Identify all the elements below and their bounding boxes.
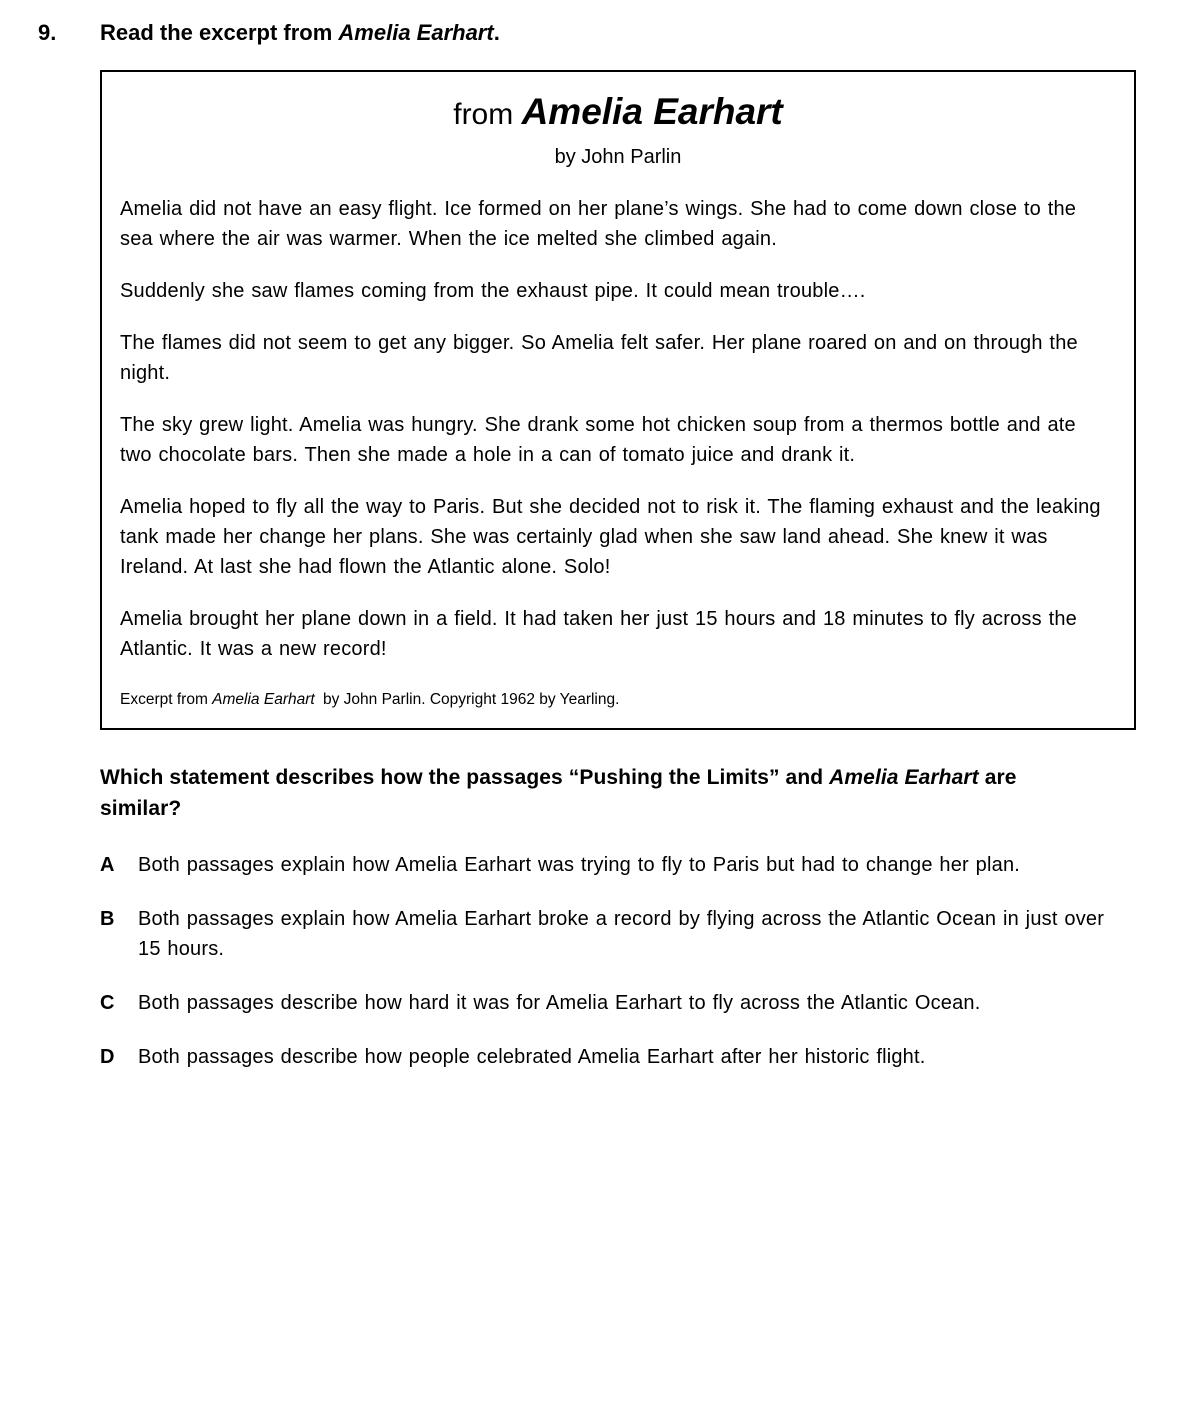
citation-prefix: Excerpt from xyxy=(120,691,213,708)
option-b-letter: B xyxy=(100,908,115,930)
excerpt-paragraph: The flames did not seem to get any bigger. So Amelia felt safer. Her plane roared on and on through the night. xyxy=(120,332,1078,384)
excerpt-title-prefix: from xyxy=(453,98,522,131)
stem-prefix: Which statement describes how the passages “Pushing the Limits” and xyxy=(100,766,830,789)
option-d-letter: D xyxy=(100,1046,115,1068)
citation-suffix: by John Parlin. Copyright 1962 by Yearling. xyxy=(318,691,620,708)
answer-options xyxy=(100,850,1196,1072)
citation-title: Amelia Earhart xyxy=(212,691,315,708)
excerpt-paragraph: The sky grew light. Amelia was hungry. She drank some hot chicken soup from a thermos bottle and ate two chocolate bars. Then she made a hole in a can of tomato juice and drank it. xyxy=(120,414,1076,466)
instruction-title: Amelia Earhart xyxy=(338,20,494,45)
option-c-text: Both passages describe how hard it was for Amelia Earhart to fly across the Atlantic Ocean. xyxy=(138,992,981,1014)
excerpt-paragraph: Suddenly she saw flames coming from the exhaust pipe. It could mean trouble…. xyxy=(120,280,866,302)
question-number: 9. xyxy=(38,20,57,45)
option-c xyxy=(100,988,1196,1018)
option-a-letter: A xyxy=(100,854,115,876)
option-b xyxy=(100,904,1196,964)
question-stem xyxy=(100,762,1060,824)
excerpt-citation xyxy=(120,690,1116,710)
option-c-letter: C xyxy=(100,992,115,1014)
option-d-text: Both passages describe how people celebrated Amelia Earhart after her historic flight. xyxy=(138,1046,926,1068)
excerpt-body xyxy=(120,194,1116,664)
question-instruction xyxy=(100,19,500,47)
excerpt-paragraph: Amelia hoped to fly all the way to Paris. But she decided not to risk it. The flaming exhaust and the leaking tank made her change her plans. She was certainly glad when she saw land ahead. She knew it was Ireland. At last she had flown the Atlantic alone. Solo! xyxy=(120,496,1101,578)
instruction-suffix: . xyxy=(493,20,500,45)
option-d xyxy=(100,1042,1196,1072)
option-a xyxy=(100,850,1196,880)
option-b-text: Both passages explain how Amelia Earhart broke a record by flying across the Atlantic Ocean in just over 15 hours. xyxy=(138,908,1105,960)
excerpt-paragraph: Amelia brought her plane down in a field. It had taken her just 15 hours and 18 minutes to fly across the Atlantic. It was a new record! xyxy=(120,608,1077,660)
excerpt-paragraph: Amelia did not have an easy flight. Ice formed on her plane’s wings. She had to come down close to the sea where the air was warmer. When the ice melted she climbed again. xyxy=(120,198,1077,250)
stem-italic-title: Amelia Earhart xyxy=(829,766,979,789)
question-header xyxy=(0,0,1196,47)
stem-suffix: are similar? xyxy=(100,766,1017,820)
excerpt-byline: by John Parlin xyxy=(554,146,682,168)
option-a-text: Both passages explain how Amelia Earhart was trying to fly to Paris but had to change her plan. xyxy=(138,854,1021,876)
excerpt-box xyxy=(100,70,1136,730)
excerpt-title-main: Amelia Earhart xyxy=(521,91,783,132)
excerpt-title xyxy=(120,90,1116,142)
instruction-prefix: Read the excerpt from xyxy=(100,20,339,45)
